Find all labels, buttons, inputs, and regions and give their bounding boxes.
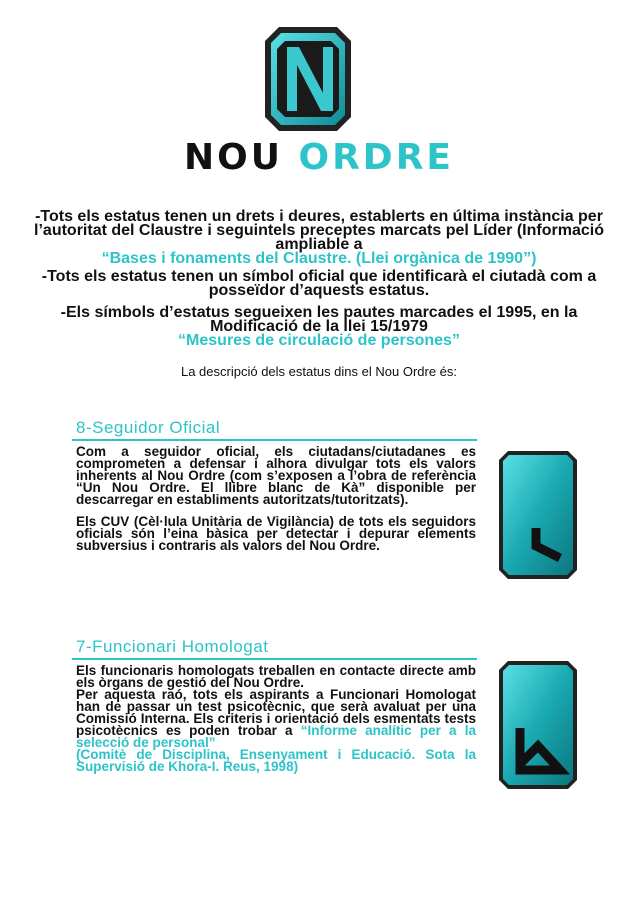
intro-paragraph-2 <box>30 270 608 298</box>
nou-ordre-logo-icon <box>263 25 353 133</box>
section-paragraph: Per aquesta raó, tots els aspirants a Funcionari Homologat han de passar un test psicotècnic, que serà avaluat per una Comissió Interna. Els criteris i orientació dels esmentats tests psicotècnics es poden trobar a <box>76 687 476 738</box>
funcionari-homologat-symbol-icon <box>498 660 578 790</box>
section-title-funcionari-homologat: 7-Funcionari Homologat <box>76 637 269 656</box>
intro-paragraph-1 <box>30 210 608 266</box>
section-body-seguidor-oficial <box>76 446 476 562</box>
intro-reference-3: “Mesures de circulació de persones” <box>178 332 460 349</box>
section-title-seguidor-oficial: 8-Seguidor Oficial <box>76 418 221 437</box>
section-paragraph: Com a seguidor oficial, els ciutadans/ciutadanes es comprometen a defensar i alhora divulgar tots els valors inherents al Nou Ordre (com s’exposen a l’obra de referència “Un Nou Ordre. El llibre blanc de Kà” disponible per descarregar en establiments autoritzats/tutoritzats). <box>76 444 476 507</box>
status-description-lead: La descripció dels estatus dins el Nou Ordre és: <box>180 364 458 379</box>
brand-word-nou: NOU <box>183 137 283 178</box>
intro-text-1: -Tots els estatus tenen un drets i deures, establerts en última instància per l’autoritat del Claustre i seguintels preceptes marcats pel Líder (Informació ampliable a <box>34 208 604 253</box>
seguidor-oficial-symbol-icon <box>498 450 578 580</box>
section-reference-detail: (Comitè de Disciplina, Ensenyament i Educació. Sota la Supervisió de Khora-I. Reus, 1998) <box>76 747 476 774</box>
intro-reference-1: “Bases i fonaments del Claustre. (Llei orgànica de 1990”) <box>101 250 537 267</box>
brand-word-ordre: ORDRE <box>298 137 455 178</box>
section-body-funcionari-homologat <box>76 665 476 773</box>
intro-paragraph-3 <box>30 306 608 348</box>
section-reference: “Informe analític per a la selecció de personal” <box>76 723 476 750</box>
section-divider <box>72 658 477 660</box>
section-divider <box>72 439 477 441</box>
section-paragraph: Els funcionaris homologats treballen en contacte directe amb els òrgans de gestió del Nou Ordre. <box>76 663 476 690</box>
intro-text-3: -Els símbols d’estatus segueixen les pautes marcades el 1995, en la Modificació de la llei 15/1979 <box>60 304 578 335</box>
brand-title <box>0 138 638 178</box>
intro-text-2: -Tots els estatus tenen un símbol oficial que identificarà el ciutadà com a posseïdor d’aquests estatus. <box>41 268 597 299</box>
section-paragraph: Els CUV (Cèl·lula Unitària de Vigilància) de tots els seguidors oficials són l’eina bàsica per detectar i depurar elements subversius i contraris als valors del Nou Ordre. <box>76 514 476 553</box>
